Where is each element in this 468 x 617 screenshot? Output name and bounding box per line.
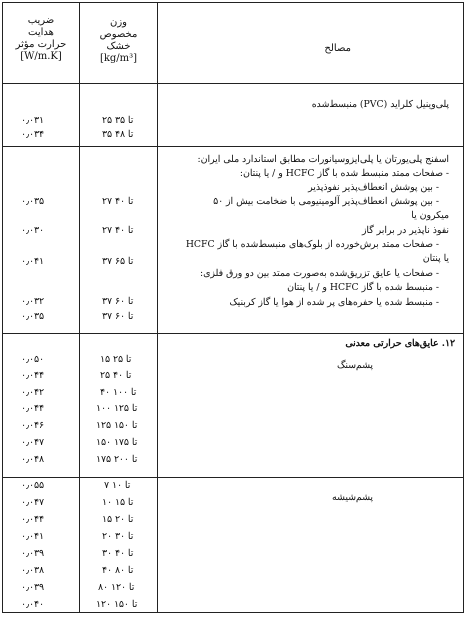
coef-cell: ۰٫۰۴۷	[21, 497, 44, 508]
coef-cell: ۰٫۰۴۶	[21, 420, 44, 431]
density-cell: ۳۵ تا ۴۸	[102, 129, 134, 140]
header-text: وزن	[109, 17, 127, 28]
density-cell: ۱۰ تا ۱۵	[102, 497, 134, 508]
glass-wool-label: پشم‌شیشه	[332, 492, 373, 503]
pu-line: اسفنج پلی‌یورتان یا پلی‌ایزوسیانورات مطابق استاندارد ملی ایران:	[197, 154, 449, 165]
coef-cell: ۰٫۰۳۸	[21, 565, 44, 576]
density-cell: ۲۷ تا ۴۰	[102, 196, 134, 207]
density-cell: ۳۰ تا ۴۰	[102, 548, 134, 559]
pu-line: - بین پوشش انعطاف‌پذیر آلومینیومی با ضخامت بیش از ۵۰	[213, 196, 439, 207]
density-cell: ۲۵ تا ۴۰	[100, 370, 132, 381]
density-cell: ۲۵ تا ۳۵	[102, 115, 134, 126]
header-text: مصالح	[324, 43, 351, 54]
coef-cell: ۰٫۰۵۵	[21, 480, 44, 491]
column-divider	[79, 3, 80, 612]
density-cell: ۲۷ تا ۴۰	[102, 225, 134, 236]
coef-cell: ۰٫۰۳۱	[21, 115, 44, 126]
pu-line: - منبسط شده با گاز HCFC و / یا پنتان	[287, 282, 439, 293]
header-text: [kg/m³]	[99, 53, 138, 64]
section-divider	[3, 146, 463, 147]
pu-line: یا پنتان	[422, 253, 449, 264]
coef-cell: ۰٫۰۴۱	[21, 531, 44, 542]
coef-cell: ۰٫۰۳۵	[21, 196, 44, 207]
section-heading: ۱۲. عایق‌های حرارتی معدنی	[345, 338, 455, 349]
coef-cell: ۰٫۰۳۹	[21, 582, 44, 593]
header-text: مخصوص	[99, 29, 138, 40]
coef-cell: ۰٫۰۴۴	[21, 403, 44, 414]
coef-cell: ۰٫۰۴۴	[21, 514, 44, 525]
coef-cell: ۰٫۰۳۴	[21, 129, 44, 140]
density-cell: ۱۵ تا ۲۵	[100, 354, 132, 365]
pvc-title: پلی‌وینیل کلراید (PVC) منبسط‌شده	[311, 99, 449, 110]
coef-cell: ۰٫۰۳۰	[21, 225, 44, 236]
coef-cell: ۰٫۰۳۵	[21, 311, 44, 322]
rock-wool-label: پشم‌سنگ	[337, 360, 373, 371]
density-cell: ۳۷ تا ۶۰	[102, 296, 134, 307]
column-divider	[157, 3, 158, 612]
header-text: هدایت	[28, 27, 54, 38]
density-cell: ۴۰ تا ۱۰۰	[100, 387, 137, 398]
coef-cell: ۰٫۰۴۱	[21, 256, 44, 267]
pu-line: - منبسط شده یا حفره‌های پر شده از هوا یا گاز کربنیک	[229, 297, 439, 308]
section-divider	[3, 477, 463, 478]
header-density	[80, 17, 157, 65]
coef-cell: ۰٫۰۵۰	[21, 354, 44, 365]
density-cell: ۲۰ تا ۳۰	[102, 531, 134, 542]
header-materials	[158, 43, 463, 55]
coef-cell: ۰٫۰۴۰	[21, 599, 44, 610]
density-cell: ۱۲۵ تا ۱۵۰	[96, 420, 138, 431]
density-cell: ۷ تا ۱۰	[104, 480, 131, 491]
coef-cell: ۰٫۰۴۴	[21, 370, 44, 381]
pu-line: - صفحات یا عایق تزریق‌شده به‌صورت ممتد بین دو ورق فلزی:	[199, 268, 439, 279]
coef-cell: ۰٫۰۳۹	[21, 548, 44, 559]
density-cell: ۱۵ تا ۲۰	[102, 514, 134, 525]
header-divider	[3, 83, 463, 84]
coef-cell: ۰٫۰۴۷	[21, 437, 44, 448]
section-divider	[3, 333, 463, 334]
header-text: خشک	[106, 41, 131, 52]
density-cell: ۱۲۰ تا ۱۵۰	[96, 599, 138, 610]
pu-line: - بین پوشش انعطاف‌پذیر نفوذپذیر	[308, 182, 439, 193]
density-cell: ۱۷۵ تا ۲۰۰	[96, 454, 138, 465]
density-cell: ۳۷ تا ۶۰	[102, 311, 134, 322]
thermal-conductivity-table	[2, 2, 464, 613]
density-cell: ۸۰ تا ۱۲۰	[98, 582, 135, 593]
density-cell: ۴۰ تا ۸۰	[102, 565, 134, 576]
density-cell: ۱۵۰ تا ۱۷۵	[96, 437, 138, 448]
pu-line: میکرون یا	[411, 210, 449, 221]
pu-line: - صفحات ممتد منبسط شده با گاز HCFC و / یا پنتان:	[239, 168, 449, 179]
header-text: ضریب	[27, 15, 55, 26]
pu-line: - صفحات ممتد برش‌خورده از بلوک‌های منبسط‌شده با گاز HCFC	[185, 239, 439, 250]
coef-cell: ۰٫۰۳۲	[21, 296, 44, 307]
density-cell: ۳۷ تا ۶۵	[102, 256, 134, 267]
density-cell: ۱۰۰ تا ۱۲۵	[96, 403, 138, 414]
header-text: [W/m.K]	[20, 51, 62, 62]
pu-line: نفوذ ناپذیر در برابر گاز	[361, 225, 449, 236]
header-coefficient	[3, 15, 79, 63]
coef-cell: ۰٫۰۴۸	[21, 454, 44, 465]
coef-cell: ۰٫۰۴۲	[21, 387, 44, 398]
header-text: حرارت مؤثر	[15, 39, 67, 50]
